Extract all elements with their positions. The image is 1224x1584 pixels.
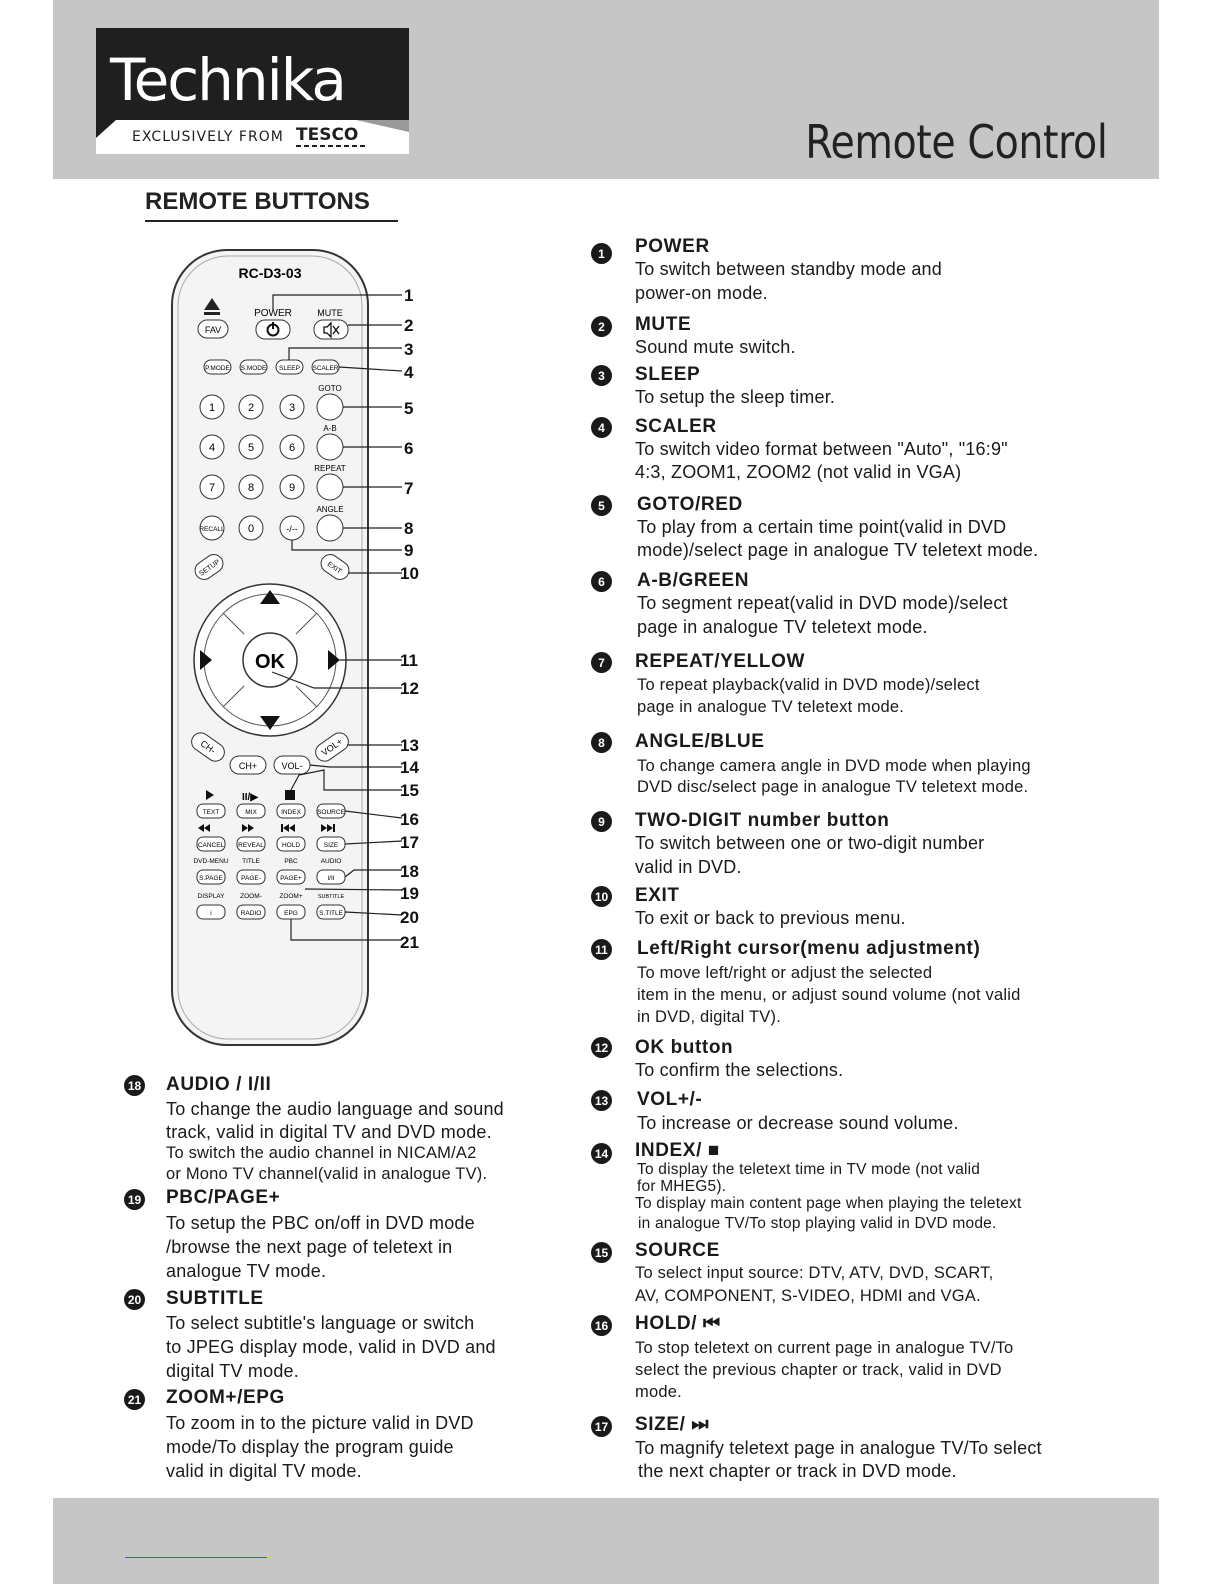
title-label: TITLE	[242, 858, 260, 865]
callout-12: 12	[400, 679, 419, 698]
item-line: mode)/select page in analogue TV teletext mode.	[637, 540, 1039, 560]
mix-label: MIX	[245, 809, 257, 816]
item-line: mode.	[635, 1383, 682, 1401]
item-title: VOL+/-	[637, 1089, 703, 1110]
zoom-plus-label: ZOOM+	[279, 893, 303, 900]
angle-label: ANGLE	[316, 505, 344, 514]
radio-label: RADIO	[240, 910, 262, 917]
item-title: HOLD/ ⏮	[635, 1313, 721, 1334]
number-badge: 5	[591, 495, 612, 516]
item-line: analogue TV mode.	[166, 1261, 327, 1281]
item-title: REPEAT/YELLOW	[635, 651, 806, 672]
text-label: TEXT	[202, 809, 220, 816]
digit-1-label: 1	[208, 402, 216, 414]
technika-logo	[96, 28, 409, 154]
two-digit-label: -/--	[286, 524, 298, 534]
exit-label: EXIT	[325, 560, 343, 576]
callout-6: 6	[404, 439, 414, 458]
ab-button[interactable]	[317, 434, 343, 460]
item-line: DVD disc/select page in analogue TV teletext mode.	[637, 778, 1029, 796]
item-title: SUBTITLE	[166, 1288, 264, 1309]
digit-2-label: 2	[247, 402, 255, 414]
item-line: To display the teletext time in TV mode (not valid	[637, 1161, 981, 1178]
item-line: To display main content page when playing the teletext	[635, 1195, 1022, 1212]
callout-20: 20	[400, 908, 419, 927]
sleep-label: SLEEP	[279, 365, 300, 372]
item-line: To change camera angle in DVD mode when playing	[637, 757, 1031, 775]
ch-plus-label: CH+	[238, 761, 258, 771]
spage-label: S.PAGE	[199, 875, 223, 882]
item-line: To select subtitle's language or switch	[166, 1313, 475, 1333]
fav-label: FAV	[204, 325, 222, 335]
item-line: mode/To display the program guide	[166, 1437, 454, 1457]
item-title: OK button	[635, 1037, 734, 1058]
mute-label: MUTE	[317, 308, 343, 318]
item-line: page in analogue TV teletext mode.	[637, 698, 905, 716]
number-badge: 3	[591, 365, 612, 386]
smode-label: S.MODE	[240, 365, 267, 372]
item-line: page in analogue TV teletext mode.	[637, 617, 928, 637]
callout-19: 19	[400, 884, 419, 903]
item-title: ANGLE/BLUE	[635, 731, 765, 752]
item-title: GOTO/RED	[637, 494, 743, 515]
item-line: To switch between one or two-digit number	[635, 833, 985, 853]
number-badge: 2	[591, 316, 612, 337]
digit-5-label: 5	[247, 442, 255, 454]
item-line: To switch the audio channel in NICAM/A2	[166, 1144, 477, 1162]
number-badge: 16	[591, 1315, 612, 1336]
callout-5: 5	[404, 399, 414, 418]
item-line: To increase or decrease sound volume.	[637, 1113, 959, 1133]
number-badge: 10	[591, 886, 612, 907]
number-badge: 21	[124, 1389, 145, 1410]
info-label: i	[210, 910, 212, 917]
number-badge: 17	[591, 1416, 612, 1437]
item-line: Sound mute switch.	[635, 337, 796, 357]
stitle-label: S.TITLE	[319, 910, 343, 917]
number-badge: 14	[591, 1143, 612, 1164]
callout-21: 21	[400, 933, 419, 952]
item-line: in analogue TV/To stop playing valid in DVD mode.	[638, 1215, 997, 1232]
item-line: To switch between standby mode and	[635, 259, 942, 279]
callout-15: 15	[400, 781, 419, 800]
vol-plus-label: VOL+	[319, 736, 345, 758]
item-title: ZOOM+/EPG	[166, 1387, 285, 1408]
digit-4-label: 4	[208, 442, 216, 454]
item-line: AV, COMPONENT, S-VIDEO, HDMI and VGA.	[635, 1287, 981, 1305]
repeat-button[interactable]	[317, 474, 343, 500]
audio-label: AUDIO	[320, 858, 342, 865]
callout-11: 11	[400, 651, 418, 670]
item-line: track, valid in digital TV and DVD mode.	[166, 1122, 492, 1142]
digit-8-label: 8	[247, 482, 255, 494]
angle-button[interactable]	[317, 515, 343, 541]
ch-minus-label: CH-	[198, 738, 218, 756]
hold-label: HOLD	[281, 842, 301, 849]
size-label: SIZE	[323, 842, 339, 849]
dvd-menu-label: DVD-MENU	[193, 858, 229, 865]
vol-minus-label: VOL-	[281, 761, 303, 771]
item-line: 4:3, ZOOM1, ZOOM2 (not valid in VGA)	[635, 462, 962, 482]
callout-2: 2	[404, 316, 414, 335]
repeat-label: REPEAT	[314, 464, 346, 473]
number-badge: 4	[591, 417, 612, 438]
item-line: for MHEG5).	[637, 1178, 727, 1195]
digit-7-label: 7	[208, 482, 216, 494]
digit-6-label: 6	[288, 442, 296, 454]
ok-label: OK	[255, 651, 285, 673]
cancel-label: CANCEL	[197, 842, 225, 849]
item-line: To setup the sleep timer.	[635, 387, 836, 407]
item-line: To confirm the selections.	[635, 1060, 844, 1080]
item-line: in DVD, digital TV).	[637, 1008, 781, 1026]
remote-illustration	[164, 240, 424, 1050]
callout-14: 14	[400, 758, 419, 777]
item-line: To repeat playback(valid in DVD mode)/select	[637, 676, 980, 694]
item-line: power-on mode.	[635, 283, 768, 303]
subtitle-label: SUBTITLE	[317, 894, 345, 900]
number-badge: 15	[591, 1242, 612, 1263]
logo-retailer: TESCO	[296, 125, 359, 145]
reveal-label: REVEAL	[238, 842, 264, 849]
number-badge: 19	[124, 1189, 145, 1210]
logo-tagline: EXCLUSIVELY FROM	[132, 129, 284, 145]
callout-9: 9	[404, 541, 414, 560]
footer-link-underline[interactable]	[125, 1557, 267, 1558]
item-line: to JPEG display mode, valid in DVD and	[166, 1337, 496, 1357]
item-line: To change the audio language and sound	[166, 1099, 504, 1119]
callout-17: 17	[400, 833, 419, 852]
item-line: To magnify teletext page in analogue TV/To select	[635, 1438, 1042, 1458]
item-title: MUTE	[635, 314, 692, 335]
play-pause-icon: II/▶	[241, 792, 259, 803]
scaler-label: SCALER	[312, 365, 339, 372]
source-label: SOURCE	[317, 809, 345, 816]
item-line: To segment repeat(valid in DVD mode)/select	[637, 593, 1008, 613]
digit-9-label: 9	[288, 482, 296, 494]
callout-13: 13	[400, 736, 419, 755]
item-title: SOURCE	[635, 1240, 720, 1261]
page-plus-label: PAGE+	[280, 875, 302, 882]
item-line: To stop teletext on current page in analogue TV/To	[635, 1339, 1014, 1357]
item-line: /browse the next page of teletext in	[166, 1237, 453, 1257]
item-title: INDEX/ ■	[635, 1140, 720, 1161]
item-line: To play from a certain time point(valid in DVD	[637, 517, 1007, 537]
callout-7: 7	[404, 479, 414, 498]
display-label: DISPLAY	[197, 893, 225, 900]
digit-3-label: 3	[288, 402, 296, 414]
item-title: A-B/GREEN	[637, 570, 750, 591]
number-badge: 18	[124, 1075, 145, 1096]
callout-1: 1	[404, 286, 414, 305]
item-title: AUDIO / I/II	[166, 1074, 272, 1095]
item-line: To switch video format between "Auto", "16:9"	[635, 439, 1008, 459]
item-line: valid in DVD.	[635, 857, 742, 877]
callout-18: 18	[400, 862, 419, 881]
index-label: INDEX	[281, 809, 301, 816]
number-badge: 13	[591, 1090, 612, 1111]
digit-0-label: 0	[247, 523, 255, 535]
stop-icon	[285, 790, 295, 800]
item-line: valid in digital TV mode.	[166, 1461, 362, 1481]
ab-label: A-B	[323, 424, 337, 433]
item-line: the next chapter or track in DVD mode.	[638, 1461, 957, 1481]
number-badge: 12	[591, 1037, 612, 1058]
callout-10: 10	[400, 564, 419, 583]
recall-label: RECALL	[199, 526, 225, 533]
item-line: To move left/right or adjust the selected	[637, 964, 933, 982]
remote-model-label: RC-D3-03	[238, 265, 302, 281]
item-title: EXIT	[635, 885, 680, 906]
item-title: TWO-DIGIT number button	[635, 810, 890, 831]
item-title: SLEEP	[635, 364, 701, 385]
epg-label: EPG	[284, 910, 298, 917]
goto-button[interactable]	[317, 394, 343, 420]
number-badge: 6	[591, 571, 612, 592]
pmode-label: P.MODE	[205, 365, 230, 372]
setup-label: SETUP	[198, 558, 222, 578]
item-title: SIZE/ ⏭	[635, 1414, 710, 1435]
item-line: item in the menu, or adjust sound volume (not valid	[637, 986, 1021, 1004]
item-title: Left/Right cursor(menu adjustment)	[637, 938, 981, 959]
item-line: To zoom in to the picture valid in DVD	[166, 1413, 474, 1433]
item-line: To select input source: DTV, ATV, DVD, SCART,	[635, 1264, 994, 1282]
number-badge: 11	[591, 939, 612, 960]
callout-16: 16	[400, 810, 419, 829]
section-title: REMOTE BUTTONS	[145, 188, 370, 215]
callout-8: 8	[404, 519, 414, 538]
item-line: select the previous chapter or track, valid in DVD	[635, 1361, 1002, 1379]
item-line: To setup the PBC on/off in DVD mode	[166, 1213, 475, 1233]
number-badge: 20	[124, 1289, 145, 1310]
footer-band	[53, 1498, 1159, 1584]
audio-button-label: I/II	[327, 875, 335, 882]
page-minus-label: PAGE-	[241, 875, 261, 882]
section-title-underline	[145, 220, 398, 222]
power-label: POWER	[254, 308, 292, 319]
number-badge: 8	[591, 732, 612, 753]
callout-3: 3	[404, 340, 414, 359]
item-line: or Mono TV channel(valid in analogue TV).	[166, 1165, 488, 1183]
item-line: To exit or back to previous menu.	[635, 908, 906, 928]
number-badge: 1	[591, 243, 612, 264]
goto-label: GOTO	[318, 384, 342, 393]
item-title: SCALER	[635, 416, 717, 437]
zoom-minus-label: ZOOM-	[240, 893, 262, 900]
item-title: POWER	[635, 236, 710, 257]
item-title: PBC/PAGE+	[166, 1187, 281, 1208]
document-title: Remote Control	[804, 115, 1107, 169]
pbc-label: PBC	[284, 858, 298, 865]
number-badge: 9	[591, 811, 612, 832]
logo-wordmark: Technika	[110, 46, 345, 114]
number-badge: 7	[591, 652, 612, 673]
callout-4: 4	[404, 363, 414, 382]
item-line: digital TV mode.	[166, 1361, 299, 1381]
